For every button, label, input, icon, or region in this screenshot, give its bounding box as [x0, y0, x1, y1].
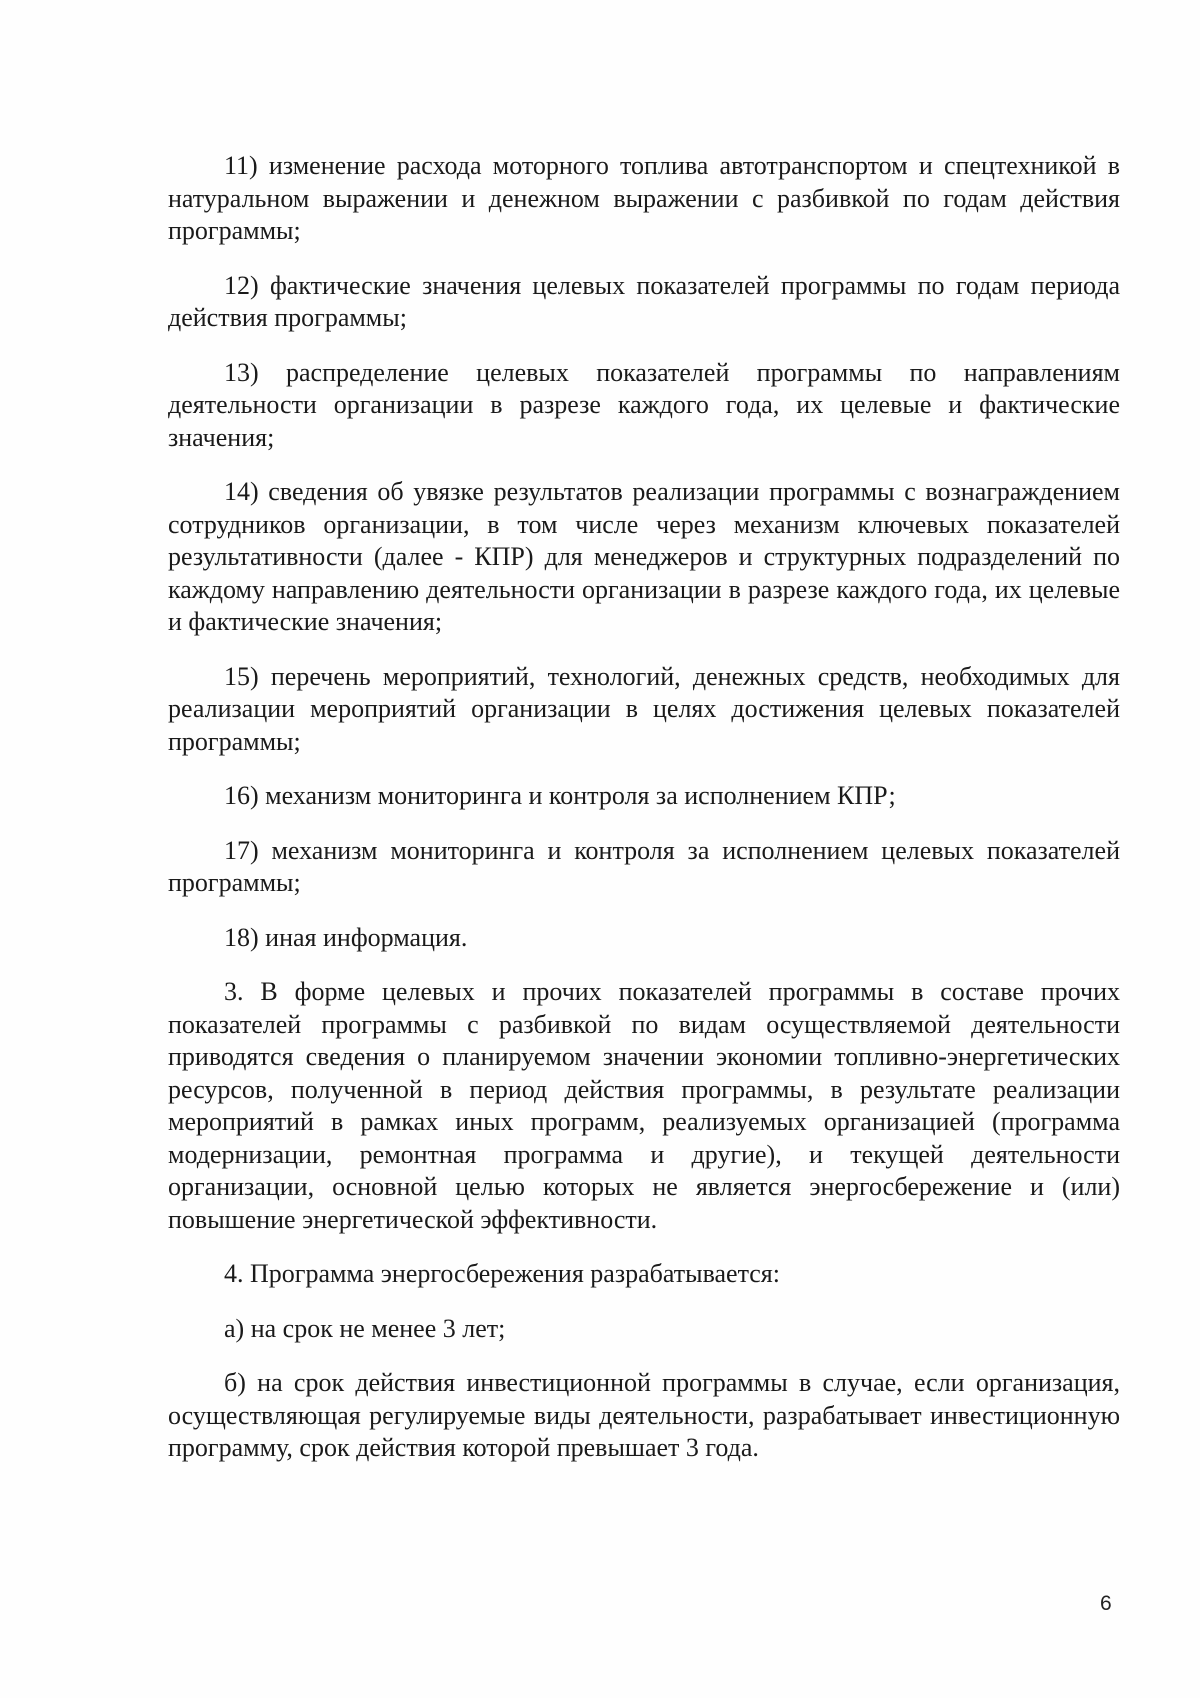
page-number: 6: [1100, 1592, 1112, 1615]
paragraph-section-3: 3. В форме целевых и прочих показателей программы в составе прочих показателей программы с разбивкой по видам осуществляемой деятельности приводятся сведения о планируемом значении экономии топливно-энергетических ресурсов, полученной в период действия программы, в результате реализации мероприятий в рамках иных программ, реализуемых организацией (программа модернизации, ремонтная программа и другие), и текущей деятельности организации, основной целью которых не является энергосбережение и (или) повышение энергетической эффективности.: [168, 977, 1120, 1234]
document-body: [168, 150, 1120, 1487]
paragraph-subitem-a: а) на срок не менее 3 лет;: [224, 1313, 506, 1343]
paragraph-item-12: 12) фактические значения целевых показателей программы по годам периода действия программы;: [168, 270, 1120, 332]
paragraph-item-14: 14) сведения об увязке результатов реализации программы с вознаграждением сотрудников организации, в том числе через механизм ключевых показателей результативности (далее - КПР) для менеджеров и структурных подразделений по каждому направлению деятельности организации в разрезе каждого года, их целевые и фактические значения;: [168, 477, 1120, 636]
paragraph-item-11: 11) изменение расхода моторного топлива автотранспортом и спецтехникой в натуральном выражении и денежном выражении с разбивкой по годам действия программы;: [168, 151, 1120, 245]
paragraph-subitem-b: б) на срок действия инвестиционной программы в случае, если организация, осуществляющая регулируемые виды деятельности, разрабатывает инвестиционную программу, срок действия которой превышает 3 года.: [168, 1368, 1120, 1462]
paragraph-item-13: 13) распределение целевых показателей программы по направлениям деятельности организации в разрезе каждого года, их целевые и фактические значения;: [168, 357, 1120, 452]
paragraph-item-15: 15) перечень мероприятий, технологий, денежных средств, необходимых для реализации мероприятий организации в целях достижения целевых показателей программы;: [168, 661, 1120, 756]
paragraph-item-16: 16) механизм мониторинга и контроля за исполнением КПР;: [224, 781, 896, 810]
paragraph-section-4: 4. Программа энергосбережения разрабатывается:: [224, 1259, 780, 1288]
paragraph-item-18: 18) иная информация.: [224, 922, 468, 952]
paragraph-item-17: 17) механизм мониторинга и контроля за исполнением целевых показателей программы;: [168, 835, 1120, 897]
